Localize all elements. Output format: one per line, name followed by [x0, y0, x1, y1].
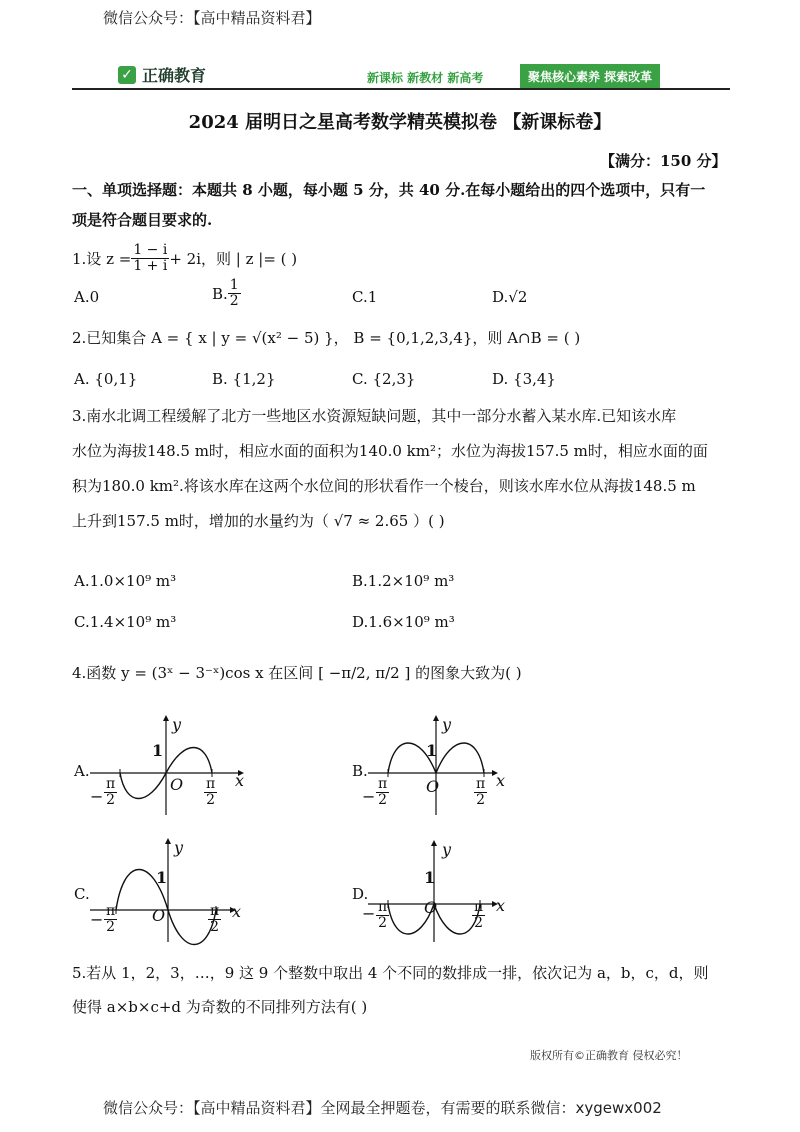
q4-option-c[interactable]: C.: [74, 885, 90, 903]
q4-d-neg-two: 2: [378, 915, 388, 931]
q1-option-d[interactable]: [492, 288, 527, 306]
q4-a-neg-pi-half: [104, 777, 117, 808]
q4-a-neg-two: 2: [106, 792, 116, 808]
q1-option-c[interactable]: C.1: [352, 288, 378, 306]
q5-line2: 使得 a×b×c+d 为奇数的不同排列方法有( ): [72, 998, 368, 1016]
q4-a-y-label: y: [172, 715, 182, 734]
brand-name: 正确教育: [142, 66, 207, 85]
q1-suffix: + 2i，则 | z |= ( ): [169, 249, 298, 268]
q1-prefix: 1.设 z =: [72, 249, 132, 268]
q4-b-pi: π: [476, 776, 486, 792]
slogan-right: 聚焦核心素养 探索改革: [520, 64, 660, 89]
q4-b-origin: O: [426, 777, 440, 796]
watermark-top: 微信公众号：【高中精品资料君】: [103, 9, 321, 27]
exam-title: 2024 届明日之星高考数学精英模拟卷 【新课标卷】: [188, 112, 612, 133]
q2-option-a[interactable]: A. {0,1}: [74, 370, 138, 388]
header-divider: [72, 88, 730, 90]
q3-option-b[interactable]: B.1.2×10⁹ m³: [352, 572, 455, 590]
q4-a-two: 2: [206, 792, 216, 808]
q4-a-neg-pi: π: [106, 776, 116, 792]
q4-d-two: 2: [474, 915, 484, 931]
q4-graph-c: [90, 838, 250, 943]
q4-option-a[interactable]: A.: [74, 762, 90, 780]
q4-c-neg-two: 2: [106, 919, 116, 935]
q4-d-origin: O: [424, 898, 438, 917]
q4-c-x-label: x: [232, 902, 242, 921]
q4-b-pi-half: [474, 777, 487, 808]
q4-d-pi: π: [474, 899, 484, 915]
q4-d-one: 1: [424, 868, 436, 887]
q4-b-y-label: y: [442, 715, 452, 734]
q4-c-two: 2: [210, 919, 220, 935]
q3-line4: 上升到157.5 m时，增加的水量约为（ √7 ≈ 2.65 ）( ): [72, 512, 445, 530]
q3-line2: 水位为海拔148.5 m时，相应水面的面积为140.0 km²；水位为海拔157.5 m时，相应水面的面: [72, 442, 708, 460]
q2-option-c[interactable]: C. {2,3}: [352, 370, 416, 388]
q4-c-pi-half: [208, 904, 221, 935]
watermark-bottom: 微信公众号：【高中精品资料君】全网最全押题卷，有需要的联系微信：xygewx002: [103, 1099, 662, 1117]
q4-a-origin: O: [170, 775, 184, 794]
q4-b-neg-pi-half: [376, 777, 389, 808]
section-heading-line2: 项是符合题目要求的.: [72, 211, 213, 229]
q4-c-neg-pi: π: [106, 903, 116, 919]
q4-option-b[interactable]: B.: [352, 762, 368, 780]
q3-option-d[interactable]: D.1.6×10⁹ m³: [352, 613, 455, 631]
q4-b-neg-two: 2: [378, 792, 388, 808]
q4-graph-b: [362, 715, 528, 820]
q4-c-minus: −: [90, 910, 104, 929]
q1-option-b-label: B.: [212, 284, 228, 303]
copyright-notice: 版权所有©正确教育 侵权必究！: [530, 1049, 688, 1062]
q1-frac-den: 1 + i: [133, 258, 168, 274]
q2-option-b[interactable]: B. {1,2}: [212, 370, 276, 388]
q4-c-pi: π: [210, 903, 220, 919]
question-2-stem: 2.已知集合 A = { x | y = √(x² − 5) }， B = {0,1,2,3,4}，则 A∩B = ( ): [72, 329, 581, 347]
q3-line1: 3.南水北调工程缓解了北方一些地区水资源短缺问题，其中一部分水蓄入某水库.已知该水库: [72, 407, 677, 425]
q4-option-d[interactable]: D.: [352, 885, 369, 903]
question-5-stem: [72, 963, 732, 1017]
q1-option-b[interactable]: [212, 278, 241, 309]
q1-option-b-den: 2: [229, 293, 239, 309]
q4-b-two: 2: [476, 792, 486, 808]
q4-a-x-label: x: [235, 771, 245, 790]
q4-d-minus: −: [362, 904, 376, 923]
q1-option-b-num: 1: [229, 277, 239, 293]
q4-a-one: 1: [152, 741, 164, 760]
check-icon: ✓: [118, 66, 136, 84]
q4-a-pi: π: [206, 776, 216, 792]
q4-d-pi-half: [472, 900, 485, 931]
q4-b-one: 1: [426, 741, 438, 760]
q1-option-b-fraction: [228, 278, 241, 309]
q4-c-neg-pi-half: [104, 904, 117, 935]
q4-d-x-label: x: [496, 896, 506, 915]
q3-line3: 积为180.0 km².将该水库在这两个水位间的形状看作一个棱台，则该水库水位从海拔148.5 m: [72, 477, 696, 495]
q4-b-minus: −: [362, 787, 376, 806]
slogan-left: 新课标 新教材 新高考: [367, 71, 484, 85]
q4-c-y-label: y: [174, 838, 184, 857]
section-heading-line1: 一、单项选择题：本题共 8 小题，每小题 5 分，共 40 分.在每小题给出的四个选项中，只有一: [72, 181, 706, 199]
q4-a-minus: −: [90, 787, 104, 806]
q5-line1: 5.若从 1，2，3，…，9 这 9 个整数中取出 4 个不同的数排成一排，依次记为 a，b，c，d，则: [72, 964, 709, 982]
question-1-stem: [72, 243, 297, 274]
q1-frac-num: 1 − i: [133, 242, 168, 258]
question-4-stem: 4.函数 y = (3ˣ − 3⁻ˣ)cos x 在区间 [ −π/2, π/2 ] 的图象大致为( ): [72, 664, 522, 682]
q3-option-c[interactable]: C.1.4×10⁹ m³: [74, 613, 177, 631]
question-3-stem: [72, 406, 732, 531]
q4-d-neg-pi: π: [378, 899, 388, 915]
q4-c-origin: O: [152, 906, 166, 925]
q3-option-a[interactable]: A.1.0×10⁹ m³: [74, 572, 177, 590]
section-heading: [72, 180, 705, 230]
q1-fraction: [131, 243, 169, 274]
q4-b-x-label: x: [496, 771, 506, 790]
q1-option-a[interactable]: A.0: [74, 288, 100, 306]
q4-b-neg-pi: π: [378, 776, 388, 792]
q4-d-neg-pi-half: [376, 900, 389, 931]
q4-d-y-label: y: [442, 840, 452, 859]
q2-option-d[interactable]: D. {3,4}: [492, 370, 556, 388]
full-score: 【满分：150 分】: [600, 152, 727, 170]
q4-graph-a: [90, 715, 250, 820]
q1-option-d-label: D.: [492, 288, 509, 306]
q4-a-pi-half: [204, 777, 217, 808]
brand-logo: [118, 63, 206, 86]
q1-option-d-value: √2: [508, 288, 528, 306]
q4-graph-d: [362, 838, 528, 943]
q4-c-one: 1: [156, 868, 168, 887]
